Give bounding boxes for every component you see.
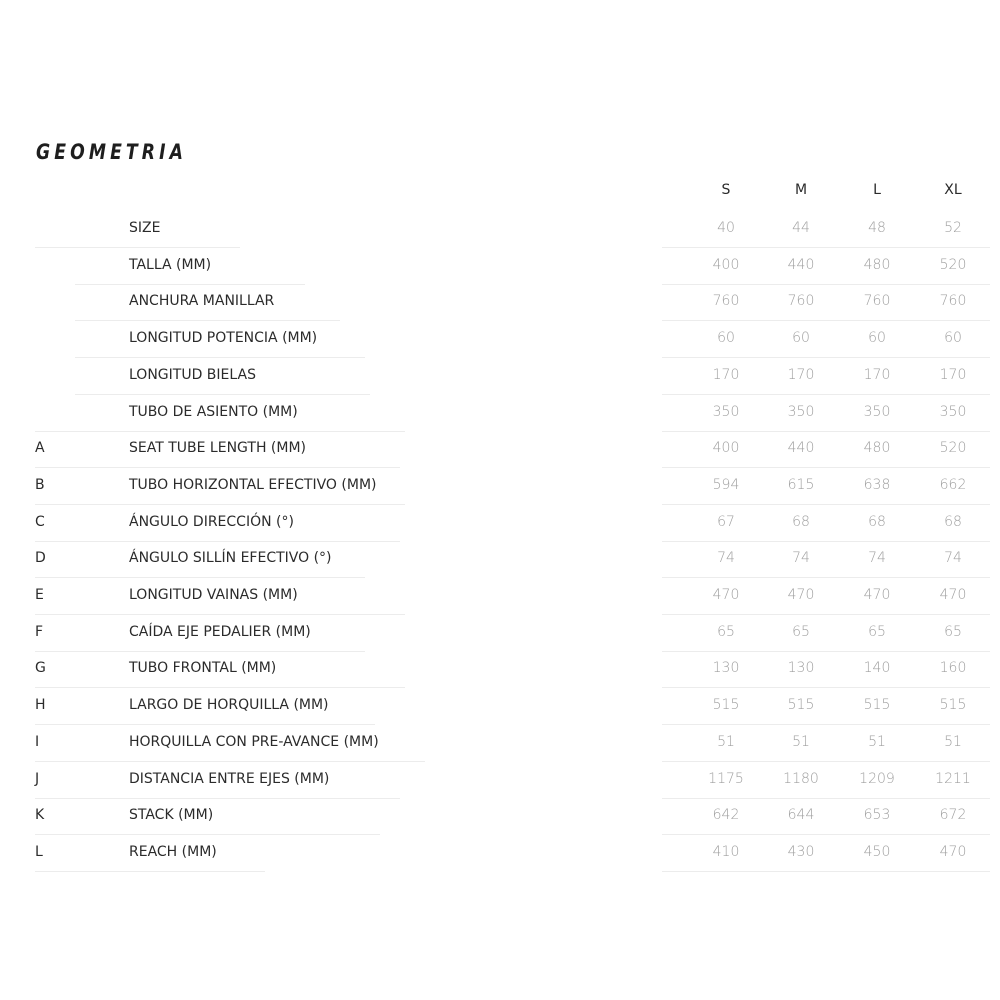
value-cell-s: 40 (717, 220, 735, 236)
table-row (0, 616, 1000, 652)
table-row (0, 212, 1000, 248)
value-cell-m: 515 (787, 697, 815, 714)
table-row (0, 836, 1000, 872)
value-cell-s: 642 (712, 807, 740, 824)
value-cell-m: 644 (787, 807, 815, 824)
row-letter: J (35, 770, 40, 787)
value-cell-xl: 470 (939, 843, 967, 860)
value-cell-l: 480 (863, 256, 891, 273)
row-label: LONGITUD VAINAS (MM) (129, 587, 298, 603)
row-label: LONGITUD BIELAS (129, 366, 256, 383)
value-cell-s: 760 (712, 293, 740, 310)
value-cell-xl: 52 (944, 220, 962, 236)
row-letter: B (35, 476, 45, 493)
row-label: SIZE (129, 220, 161, 236)
value-cell-m: 440 (787, 440, 815, 457)
row-letter: K (35, 807, 45, 824)
value-cell-l: 140 (863, 660, 891, 677)
value-cell-m: 170 (787, 366, 815, 383)
value-cell-l: 68 (868, 513, 886, 530)
value-cell-l: 653 (863, 807, 891, 824)
row-letter: A (35, 440, 45, 457)
value-cell-l: 350 (863, 403, 891, 420)
row-label: SEAT TUBE LENGTH (MM) (129, 440, 307, 457)
table-row (0, 799, 1000, 835)
table-row (0, 285, 1000, 321)
value-cell-s: 51 (717, 733, 735, 750)
value-cell-s: 400 (712, 440, 740, 457)
value-cell-s: 400 (712, 256, 740, 273)
value-cell-l: 470 (863, 587, 891, 603)
value-cell-s: 67 (717, 513, 735, 530)
value-cell-xl: 662 (939, 476, 967, 493)
row-letter: G (35, 660, 46, 677)
column-header-m: M (794, 182, 808, 198)
value-cell-s: 350 (712, 403, 740, 420)
value-cell-m: 44 (792, 220, 810, 236)
value-cell-xl: 60 (944, 330, 962, 347)
value-cell-s: 1175 (708, 770, 744, 787)
table-row (0, 579, 1000, 615)
value-cell-m: 615 (787, 476, 815, 493)
value-cell-l: 74 (868, 550, 886, 567)
value-cell-s: 130 (712, 660, 740, 677)
column-header-s: S (721, 182, 731, 198)
value-cell-xl: 170 (939, 366, 967, 383)
table-row (0, 469, 1000, 505)
value-cell-xl: 760 (939, 293, 967, 310)
row-label: REACH (MM) (129, 843, 217, 860)
row-label: DISTANCIA ENTRE EJES (MM) (129, 770, 330, 787)
row-letter: C (35, 513, 45, 530)
value-cell-xl: 350 (939, 403, 967, 420)
row-label: STACK (MM) (129, 807, 214, 824)
value-cell-xl: 160 (939, 660, 967, 677)
table-row (0, 689, 1000, 725)
row-label: TUBO HORIZONTAL EFECTIVO (MM) (129, 476, 377, 493)
table-row (0, 542, 1000, 578)
column-header-xl: XL (944, 182, 962, 198)
value-cell-m: 130 (787, 660, 815, 677)
table-row (0, 726, 1000, 762)
table-row (0, 359, 1000, 395)
value-cell-s: 594 (712, 476, 740, 493)
row-letter: L (35, 843, 43, 860)
row-label: CAÍDA EJE PEDALIER (MM) (129, 623, 311, 640)
row-divider (662, 871, 990, 872)
value-cell-l: 480 (863, 440, 891, 457)
row-label: TUBO DE ASIENTO (MM) (129, 403, 298, 420)
value-cell-s: 470 (712, 587, 740, 603)
page-title: GEOMETRIA (36, 140, 188, 164)
value-cell-l: 65 (868, 623, 886, 640)
row-label: LONGITUD POTENCIA (MM) (129, 330, 318, 347)
value-cell-m: 65 (792, 623, 810, 640)
value-cell-xl: 520 (939, 440, 967, 457)
value-cell-l: 450 (863, 843, 891, 860)
value-cell-m: 350 (787, 403, 815, 420)
row-label: ÁNGULO SILLÍN EFECTIVO (°) (129, 550, 332, 567)
value-cell-xl: 470 (939, 587, 967, 603)
row-label: ÁNGULO DIRECCIÓN (°) (129, 513, 294, 530)
value-cell-xl: 520 (939, 256, 967, 273)
row-label: TALLA (MM) (129, 256, 212, 273)
value-cell-xl: 65 (944, 623, 962, 640)
value-cell-m: 68 (792, 513, 810, 530)
value-cell-l: 760 (863, 293, 891, 310)
value-cell-xl: 68 (944, 513, 962, 530)
value-cell-l: 60 (868, 330, 886, 347)
value-cell-s: 60 (717, 330, 735, 347)
value-cell-m: 51 (792, 733, 810, 750)
value-cell-s: 65 (717, 623, 735, 640)
table-row (0, 652, 1000, 688)
row-label: TUBO FRONTAL (MM) (129, 660, 277, 677)
value-cell-l: 638 (863, 476, 891, 493)
value-cell-xl: 74 (944, 550, 962, 567)
value-cell-l: 1209 (859, 770, 895, 787)
row-divider (35, 871, 265, 872)
value-cell-l: 51 (868, 733, 886, 750)
value-cell-s: 170 (712, 366, 740, 383)
value-cell-xl: 51 (944, 733, 962, 750)
table-row (0, 396, 1000, 432)
value-cell-xl: 672 (939, 807, 967, 824)
value-cell-s: 410 (712, 843, 740, 860)
value-cell-xl: 1211 (935, 770, 971, 787)
column-header-l: L (873, 182, 881, 198)
value-cell-m: 470 (787, 587, 815, 603)
value-cell-m: 760 (787, 293, 815, 310)
table-row (0, 249, 1000, 285)
value-cell-s: 74 (717, 550, 735, 567)
row-letter: D (35, 550, 46, 567)
table-row (0, 506, 1000, 542)
value-cell-l: 515 (863, 697, 891, 714)
value-cell-s: 515 (712, 697, 740, 714)
table-row (0, 322, 1000, 358)
value-cell-m: 1180 (783, 770, 819, 787)
row-label: LARGO DE HORQUILLA (MM) (129, 697, 329, 714)
row-label: HORQUILLA CON PRE-AVANCE (MM) (129, 733, 379, 750)
row-letter: I (35, 733, 40, 750)
table-row (0, 763, 1000, 799)
value-cell-xl: 515 (939, 697, 967, 714)
row-letter: E (35, 587, 44, 603)
value-cell-m: 440 (787, 256, 815, 273)
value-cell-m: 430 (787, 843, 815, 860)
table-row (0, 432, 1000, 468)
value-cell-m: 60 (792, 330, 810, 347)
value-cell-l: 48 (868, 220, 886, 236)
row-letter: F (35, 623, 44, 640)
value-cell-m: 74 (792, 550, 810, 567)
row-label: ANCHURA MANILLAR (129, 293, 275, 310)
value-cell-l: 170 (863, 366, 891, 383)
row-letter: H (35, 697, 46, 714)
